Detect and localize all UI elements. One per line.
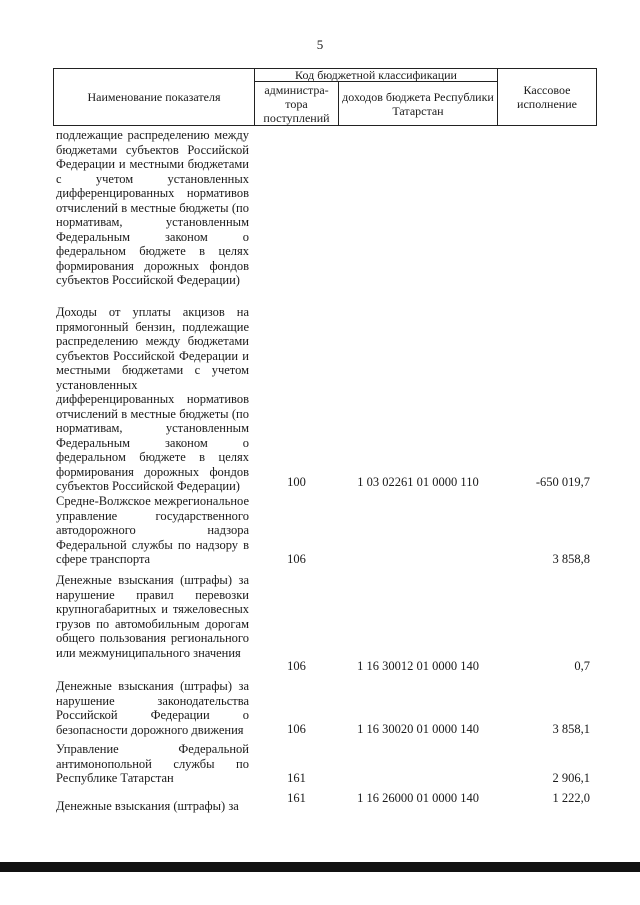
row-income-code: 1 16 26000 01 0000 140 (357, 791, 479, 805)
row-amount: 1 222,0 (552, 791, 590, 805)
row-name: Средне-Волжское межрегиональное управление государственного автодорожного надзора Федеральной службы по надзору в сфере транспорта (56, 494, 249, 566)
header-code-group: Код бюджетной классификации (254, 68, 498, 82)
row-name: Доходы от уплаты акцизов на прямогонный бензин, подлежащие распределению между бюджетами субъектов Российской Федерации и местными бюджетами с учетом установленных дифференцированных нормативов отчислений в местные бюджеты (по нормативам, установленным Федеральным законом о федеральном бюджете в целях формирования дорожных фондов субъектов Российской Федерации) (56, 305, 249, 493)
header-execution-column: Кассовое исполнение (497, 68, 597, 126)
row-amount: 0,7 (574, 659, 590, 673)
row-admin-code: 106 (287, 722, 306, 736)
header-admin-column: администра-тора поступлений (254, 81, 339, 126)
scan-edge-bar (0, 862, 640, 872)
row-admin-code: 106 (287, 552, 306, 566)
row-name: Денежные взыскания (штрафы) за нарушение законодательства Российской Федерации о безопасности дорожного движения (56, 679, 249, 737)
row-amount: 2 906,1 (552, 771, 590, 785)
row-amount: -650 019,7 (535, 475, 590, 489)
row-admin-code: 161 (287, 791, 306, 805)
row-amount: 3 858,8 (552, 552, 590, 566)
row-name: Денежные взыскания (штрафы) за нарушение правил перевозки крупногабаритных и тяжеловесных грузов по автомобильным дорогам общего пользования регионального или межмуниципального значения (56, 573, 249, 660)
row-name: подлежащие распределению между бюджетами субъектов Российской Федерации и местными бюджетами с учетом установленных дифференцированных нормативов отчислений в местные бюджеты (по нормативам, установленным Федеральным законом о федеральном бюджете в целях формирования дорожных фондов субъектов Российской Федерации) (56, 128, 249, 287)
row-name: Управление Федеральной антимонопольной службы по Республике Татарстан (56, 742, 249, 785)
page-number: 5 (316, 37, 324, 52)
row-amount: 3 858,1 (552, 722, 590, 736)
row-income-code: 1 03 02261 01 0000 110 (357, 475, 479, 489)
row-income-code: 1 16 30012 01 0000 140 (357, 659, 479, 673)
row-admin-code: 106 (287, 659, 306, 673)
row-income-code: 1 16 30020 01 0000 140 (357, 722, 479, 736)
header-income-column: доходов бюджета Республики Татарстан (338, 81, 498, 126)
row-admin-code: 100 (287, 475, 306, 489)
row-name: Денежные взыскания (штрафы) за (56, 799, 239, 813)
row-admin-code: 161 (287, 771, 306, 785)
header-name-column: Наименование показателя (53, 68, 255, 126)
